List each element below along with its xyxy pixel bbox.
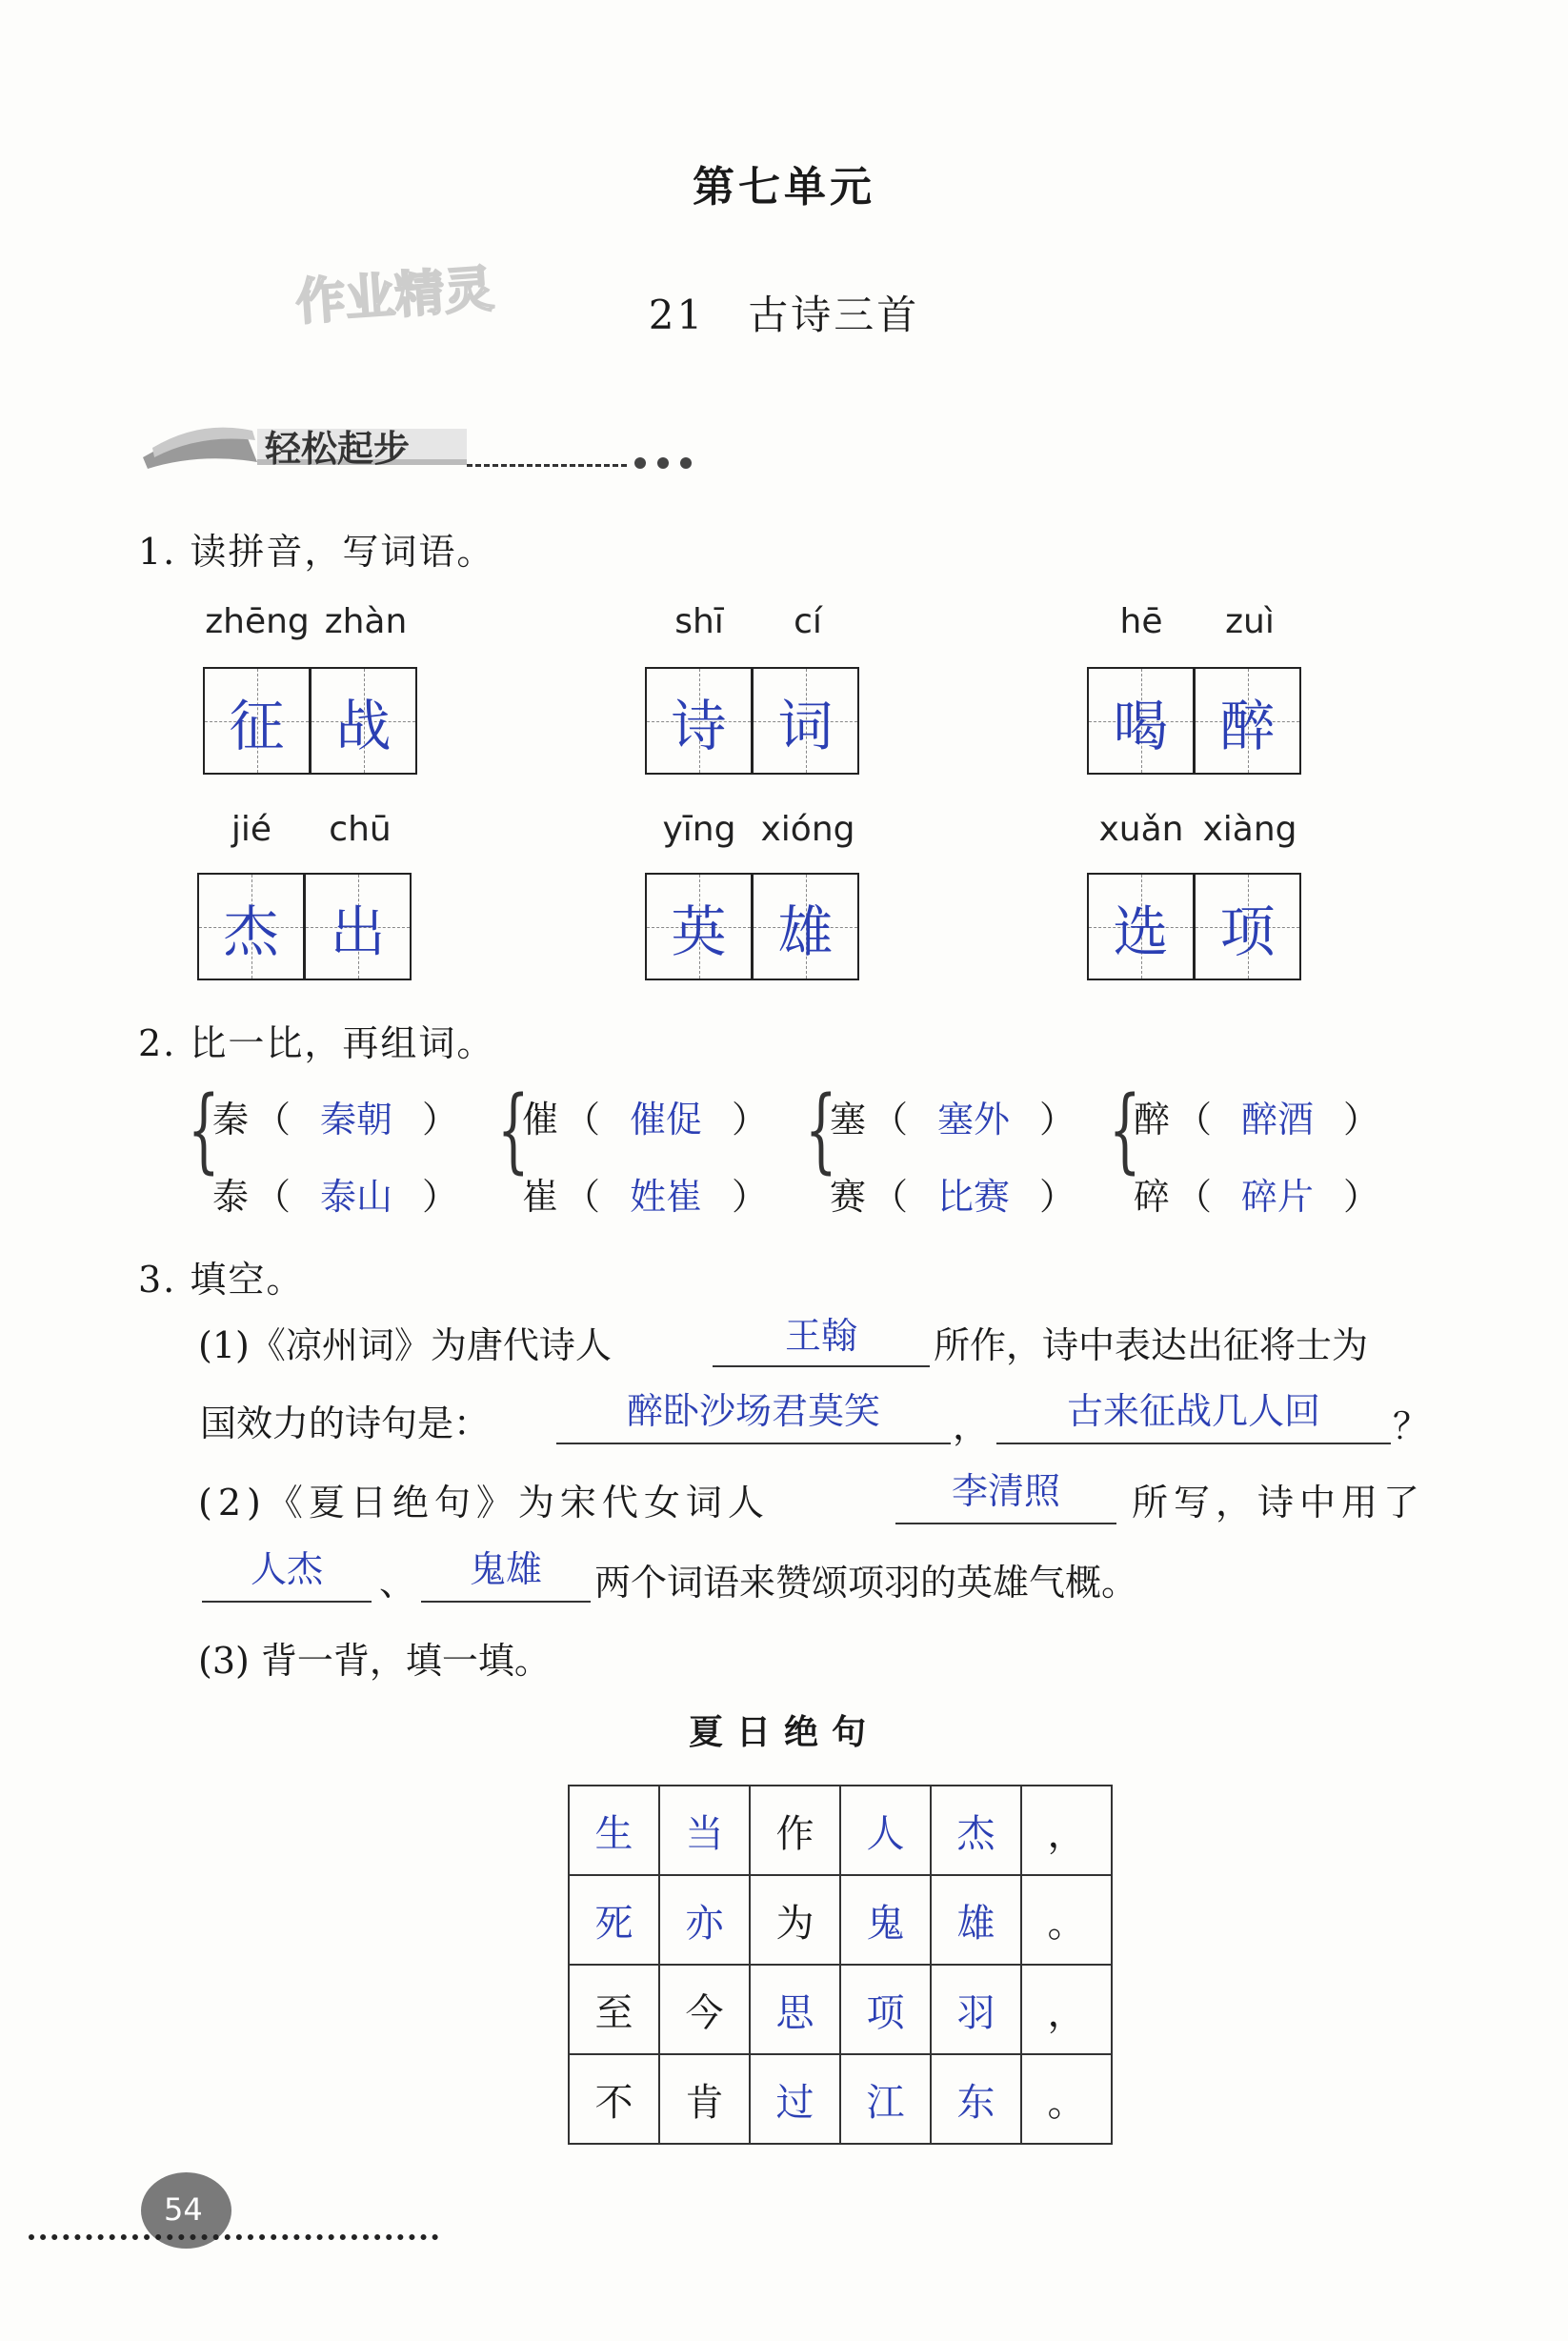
q3-1-text-a: (1)《凉州词》为唐代诗人 bbox=[198, 1324, 612, 1366]
q2-char: 塞 bbox=[830, 1099, 867, 1140]
poem-row bbox=[569, 1965, 1112, 2054]
poem-cell: 今 bbox=[659, 1965, 750, 2054]
q1-char-box[interactable] bbox=[203, 667, 311, 775]
q3-2-text-b: 所写，诗中用了 bbox=[1132, 1482, 1426, 1524]
page-number: 54 bbox=[164, 2191, 203, 2228]
poem-cell: 至 bbox=[569, 1965, 659, 2054]
poem-cell[interactable]: 思 bbox=[750, 1965, 840, 2054]
q1-char-box[interactable] bbox=[752, 667, 859, 775]
q2-answer: 姓崔 bbox=[630, 1176, 703, 1218]
banner-dot bbox=[657, 457, 669, 469]
brace-icon: { bbox=[1109, 1077, 1141, 1183]
q1-char-box[interactable] bbox=[304, 873, 412, 980]
close-paren: ） bbox=[1039, 1099, 1076, 1140]
brace-icon: { bbox=[497, 1077, 530, 1183]
poem-cell: ， bbox=[1021, 1786, 1112, 1875]
q2-item bbox=[1134, 1090, 1379, 1142]
poem-title: 夏日绝句 bbox=[688, 1712, 879, 1752]
open-paren: （ bbox=[1176, 1176, 1213, 1218]
q3-2-text-c: 两个词语来赞颂项羽的英雄气概。 bbox=[594, 1562, 1138, 1604]
close-paren: ） bbox=[732, 1099, 769, 1140]
poem-cell[interactable]: 人 bbox=[840, 1786, 931, 1875]
q1-char-box[interactable] bbox=[1087, 873, 1195, 980]
poem-cell[interactable]: 鬼 bbox=[840, 1875, 931, 1965]
q2-prompt: 2. 比一比，再组词。 bbox=[138, 1022, 495, 1064]
poem-row bbox=[569, 1786, 1112, 1875]
lesson-title: 21 古诗三首 bbox=[648, 292, 920, 338]
q3-3-text: (3) 背一背，填一填。 bbox=[198, 1640, 551, 1682]
q1-char-answer: 英 bbox=[671, 898, 727, 964]
brace-icon: { bbox=[805, 1077, 837, 1183]
unit-title: 第七单元 bbox=[693, 163, 875, 212]
open-paren: （ bbox=[564, 1176, 601, 1218]
q2-char: 崔 bbox=[522, 1176, 559, 1218]
poem-cell[interactable]: 死 bbox=[569, 1875, 659, 1965]
poem-cell: ， bbox=[1021, 1965, 1112, 2054]
q3-2-answer-poet: 李清照 bbox=[895, 1473, 1116, 1524]
poem-cell[interactable]: 当 bbox=[659, 1786, 750, 1875]
q1-char-answer: 喝 bbox=[1113, 693, 1169, 758]
q2-item bbox=[830, 1167, 1075, 1220]
q1-char-answer: 词 bbox=[777, 693, 834, 758]
poem-grid bbox=[568, 1785, 1113, 2145]
close-paren: ） bbox=[422, 1176, 459, 1218]
q1-char-answer: 项 bbox=[1219, 898, 1276, 964]
watermark: 作业精灵 bbox=[293, 260, 496, 333]
poem-cell: 肯 bbox=[659, 2054, 750, 2144]
q2-char: 赛 bbox=[830, 1176, 867, 1218]
q3-1-question-mark: ？ bbox=[1393, 1405, 1430, 1447]
banner-dot bbox=[680, 457, 692, 469]
q2-answer: 塞外 bbox=[937, 1099, 1011, 1140]
q1-char-answer: 选 bbox=[1113, 898, 1169, 964]
footer-dots bbox=[29, 2234, 438, 2240]
q1-char-box[interactable] bbox=[197, 873, 305, 980]
q2-item bbox=[522, 1090, 768, 1142]
q1-pinyin: xuǎn bbox=[1098, 810, 1184, 849]
q1-pinyin: cí bbox=[794, 602, 822, 641]
poem-cell[interactable]: 羽 bbox=[931, 1965, 1021, 2054]
q1-char-answer: 诗 bbox=[671, 693, 727, 758]
poem-cell: 不 bbox=[569, 2054, 659, 2144]
q2-char: 醉 bbox=[1134, 1099, 1171, 1140]
open-paren: （ bbox=[254, 1099, 291, 1140]
open-paren: （ bbox=[872, 1176, 909, 1218]
poem-cell[interactable]: 雄 bbox=[931, 1875, 1021, 1965]
brace-icon: { bbox=[188, 1077, 220, 1183]
q1-char-answer: 杰 bbox=[223, 898, 279, 964]
close-paren: ） bbox=[1343, 1099, 1380, 1140]
q3-1-answer-line2: 古来征战几人回 bbox=[996, 1393, 1391, 1444]
poem-row bbox=[569, 1875, 1112, 1965]
q1-pinyin: xióng bbox=[760, 810, 855, 849]
q3-1-text-b: 所作，诗中表达出征将士为 bbox=[934, 1324, 1369, 1366]
q2-item bbox=[522, 1167, 768, 1220]
q1-char-answer: 醉 bbox=[1219, 693, 1276, 758]
poem-cell: 作 bbox=[750, 1786, 840, 1875]
section-label: 轻松起步 bbox=[265, 428, 411, 470]
q2-char: 泰 bbox=[212, 1176, 250, 1218]
poem-cell[interactable]: 项 bbox=[840, 1965, 931, 2054]
q3-2-answer-word2: 鬼雄 bbox=[421, 1551, 591, 1603]
q1-pinyin: hē bbox=[1119, 602, 1163, 641]
q2-answer: 比赛 bbox=[937, 1176, 1011, 1218]
poem-cell: 。 bbox=[1021, 2054, 1112, 2144]
q3-1-comma: ， bbox=[953, 1405, 990, 1447]
q3-1-answer-line1: 醉卧沙场君莫笑 bbox=[556, 1393, 951, 1444]
q1-pinyin: chū bbox=[329, 810, 392, 849]
q2-answer: 醉酒 bbox=[1241, 1099, 1315, 1140]
q2-item bbox=[212, 1090, 458, 1142]
q2-char: 碎 bbox=[1134, 1176, 1171, 1218]
poem-row bbox=[569, 2054, 1112, 2144]
banner-divider bbox=[467, 464, 627, 467]
q1-char-box[interactable] bbox=[1194, 667, 1301, 775]
poem-cell[interactable]: 生 bbox=[569, 1786, 659, 1875]
q1-char-answer: 征 bbox=[229, 693, 285, 758]
q1-pinyin: zhàn bbox=[324, 602, 408, 641]
q1-char-answer: 出 bbox=[330, 898, 386, 964]
q2-item bbox=[1134, 1167, 1379, 1220]
q1-pinyin: jié bbox=[231, 810, 272, 849]
q1-pinyin: yīng bbox=[662, 810, 736, 849]
close-paren: ） bbox=[1039, 1176, 1076, 1218]
q1-pinyin: zhēng bbox=[205, 602, 310, 641]
q1-char-box[interactable] bbox=[752, 873, 859, 980]
open-paren: （ bbox=[1176, 1099, 1213, 1140]
q3-2-separator: 、 bbox=[379, 1562, 416, 1604]
q1-prompt: 1. 读拼音，写词语。 bbox=[138, 531, 495, 573]
q3-2-answer-word1: 人杰 bbox=[202, 1551, 372, 1603]
q2-item bbox=[212, 1167, 458, 1220]
poem-cell[interactable]: 过 bbox=[750, 2054, 840, 2144]
poem-cell: 为 bbox=[750, 1875, 840, 1965]
open-paren: （ bbox=[872, 1099, 909, 1140]
poem-cell[interactable]: 江 bbox=[840, 2054, 931, 2144]
poem-cell[interactable]: 亦 bbox=[659, 1875, 750, 1965]
q3-1-text-c: 国效力的诗句是： bbox=[200, 1403, 491, 1444]
close-paren: ） bbox=[422, 1099, 459, 1140]
q1-char-box[interactable] bbox=[1087, 667, 1195, 775]
poem-cell[interactable]: 杰 bbox=[931, 1786, 1021, 1875]
q2-answer: 催促 bbox=[630, 1099, 703, 1140]
q1-char-box[interactable] bbox=[1194, 873, 1301, 980]
q1-pinyin: zuì bbox=[1225, 602, 1275, 641]
q2-answer: 泰山 bbox=[320, 1176, 393, 1218]
open-paren: （ bbox=[254, 1176, 291, 1218]
banner-dot bbox=[634, 457, 646, 469]
q3-prompt: 3. 填空。 bbox=[138, 1259, 305, 1301]
q2-char: 秦 bbox=[212, 1099, 250, 1140]
q2-item bbox=[830, 1090, 1075, 1142]
q3-2-text-a: (2)《夏日绝句》为宋代女词人 bbox=[198, 1482, 770, 1524]
close-paren: ） bbox=[1343, 1176, 1380, 1218]
q2-answer: 碎片 bbox=[1241, 1176, 1315, 1218]
q1-char-answer: 战 bbox=[335, 693, 392, 758]
q1-pinyin: xiàng bbox=[1202, 810, 1297, 849]
q3-1-answer-poet: 王翰 bbox=[713, 1318, 930, 1367]
q1-char-box[interactable] bbox=[310, 667, 417, 775]
q1-pinyin: shī bbox=[674, 602, 724, 641]
q1-char-box[interactable] bbox=[645, 873, 753, 980]
close-paren: ） bbox=[732, 1176, 769, 1218]
open-paren: （ bbox=[564, 1099, 601, 1140]
poem-cell[interactable]: 东 bbox=[931, 2054, 1021, 2144]
q2-answer: 秦朝 bbox=[320, 1099, 393, 1140]
q1-char-box[interactable] bbox=[645, 667, 753, 775]
q1-char-answer: 雄 bbox=[777, 898, 834, 964]
poem-cell: 。 bbox=[1021, 1875, 1112, 1965]
q2-char: 催 bbox=[522, 1099, 559, 1140]
